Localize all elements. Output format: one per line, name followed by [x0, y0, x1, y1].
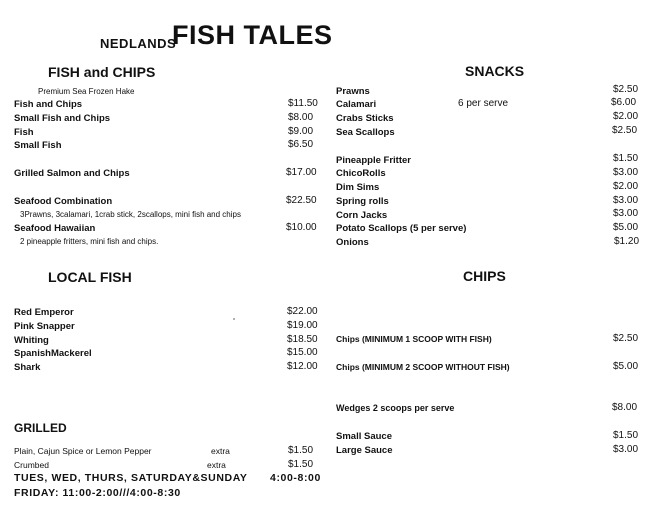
menu-item-note: 3Prawns, 3calamari, 1crab stick, 2scallops, mini fish and chips: [20, 210, 241, 219]
menu-item-price: $1.50: [288, 459, 314, 470]
scan-speck: [233, 318, 235, 320]
menu-item-name: SpanishMackerel: [14, 348, 92, 359]
menu-item-name: Large Sauce: [336, 445, 393, 456]
menu-item-price: $2.00: [613, 181, 639, 192]
menu-item-price: $2.50: [613, 84, 639, 95]
menu-item-name: Dim Sims: [336, 182, 380, 193]
hours-friday: FRIDAY: 11:00-2:00///4:00-8:30: [14, 487, 181, 499]
menu-item-name: Wedges 2 scoops per serve: [336, 403, 455, 413]
menu-item-name: Fish: [14, 127, 34, 138]
menu-item-price: $5.00: [613, 361, 639, 372]
section-heading-snacks: SNACKS: [465, 63, 525, 79]
menu-item-price: $6.00: [611, 97, 637, 108]
menu-item-price: $12.00: [287, 361, 318, 372]
menu-item-price: $3.00: [613, 208, 639, 219]
menu-item-price: $1.20: [614, 236, 640, 247]
hours-time: 4:00-8:00: [270, 472, 321, 484]
menu-item-name: Fish and Chips: [14, 99, 83, 110]
menu-item-name: Red Emperor: [14, 307, 74, 318]
menu-item-name: Small Sauce: [336, 431, 392, 442]
menu-item-price: $22.50: [286, 195, 317, 206]
hours-days: TUES, WED, THURS, SATURDAY&SUNDAY: [14, 472, 248, 484]
menu-item-extra: extra: [211, 446, 230, 456]
header-prefix: NEDLANDS: [100, 36, 177, 51]
menu-item-name: Calamari: [336, 99, 377, 110]
menu-item-price: $2.50: [612, 125, 638, 136]
page-title: FISH TALES: [172, 20, 333, 50]
menu-item-price: $5.00: [613, 222, 639, 233]
menu-item-price: $3.00: [613, 195, 639, 206]
menu-item-name: ChicoRolls: [336, 168, 386, 179]
menu-item-price: $6.50: [288, 139, 314, 150]
menu-item-price: $8.00: [612, 402, 638, 413]
menu-item-name: Crabs Sticks: [336, 113, 394, 124]
menu-item-note: 6 per serve: [458, 98, 509, 109]
menu-item-price: $8.00: [288, 112, 314, 123]
menu-item-price: $1.50: [613, 430, 639, 441]
menu-item-name: Shark: [14, 362, 41, 373]
menu-item-price: $11.50: [288, 98, 318, 109]
menu-item-price: $22.00: [287, 306, 318, 317]
section-subheading: Premium Sea Frozen Hake: [38, 87, 135, 96]
menu-item-price: $1.50: [613, 153, 639, 164]
menu-item-name: Small Fish: [14, 140, 62, 151]
section-heading-fish-and-chips: FISH and CHIPS: [48, 64, 156, 80]
menu-item-price: $2.00: [613, 111, 639, 122]
menu-item-price: $2.50: [613, 333, 639, 344]
menu-item-name: Sea Scallops: [336, 127, 395, 138]
menu-item-name: Chips (MINIMUM 1 SCOOP WITH FISH): [336, 334, 492, 344]
section-heading-grilled: GRILLED: [14, 421, 67, 435]
menu-item-name: Onions: [336, 237, 369, 248]
menu-item-name: Pineapple Fritter: [336, 155, 411, 166]
menu-item-price: $9.00: [288, 126, 314, 137]
menu-item-name: Seafood Hawaiian: [14, 223, 96, 234]
menu-item-name: Prawns: [336, 86, 370, 97]
menu-item-extra: extra: [207, 460, 226, 470]
menu-item-name: Seafood Combination: [14, 196, 113, 207]
menu-item-price: $3.00: [613, 167, 639, 178]
menu-item-price: $19.00: [287, 320, 318, 331]
menu-item-name: Corn Jacks: [336, 210, 388, 221]
menu-item-price: $1.50: [288, 445, 314, 456]
menu-item-price: $18.50: [287, 334, 318, 345]
menu-item-name: Potato Scallops (5 per serve): [336, 223, 467, 234]
menu-item-name: Pink Snapper: [14, 321, 75, 332]
menu-item-name: Chips (MINIMUM 2 SCOOP WITHOUT FISH): [336, 362, 510, 372]
menu-item-price: $10.00: [286, 222, 317, 233]
menu-item-name: Grilled Salmon and Chips: [14, 168, 130, 179]
section-heading-local-fish: LOCAL FISH: [48, 269, 132, 285]
menu-item-name: Small Fish and Chips: [14, 113, 111, 124]
menu-item-price: $17.00: [286, 167, 317, 178]
menu-item-name: Whiting: [14, 335, 49, 346]
section-heading-chips: CHIPS: [463, 268, 506, 284]
menu-item-name: Spring rolls: [336, 196, 389, 207]
menu-item-price: $3.00: [613, 444, 639, 455]
menu-item-name: Plain, Cajun Spice or Lemon Pepper: [14, 446, 152, 456]
menu-item-note: 2 pineapple fritters, mini fish and chips.: [20, 237, 159, 246]
menu-item-name: Crumbed: [14, 460, 49, 470]
menu-item-price: $15.00: [287, 347, 318, 358]
